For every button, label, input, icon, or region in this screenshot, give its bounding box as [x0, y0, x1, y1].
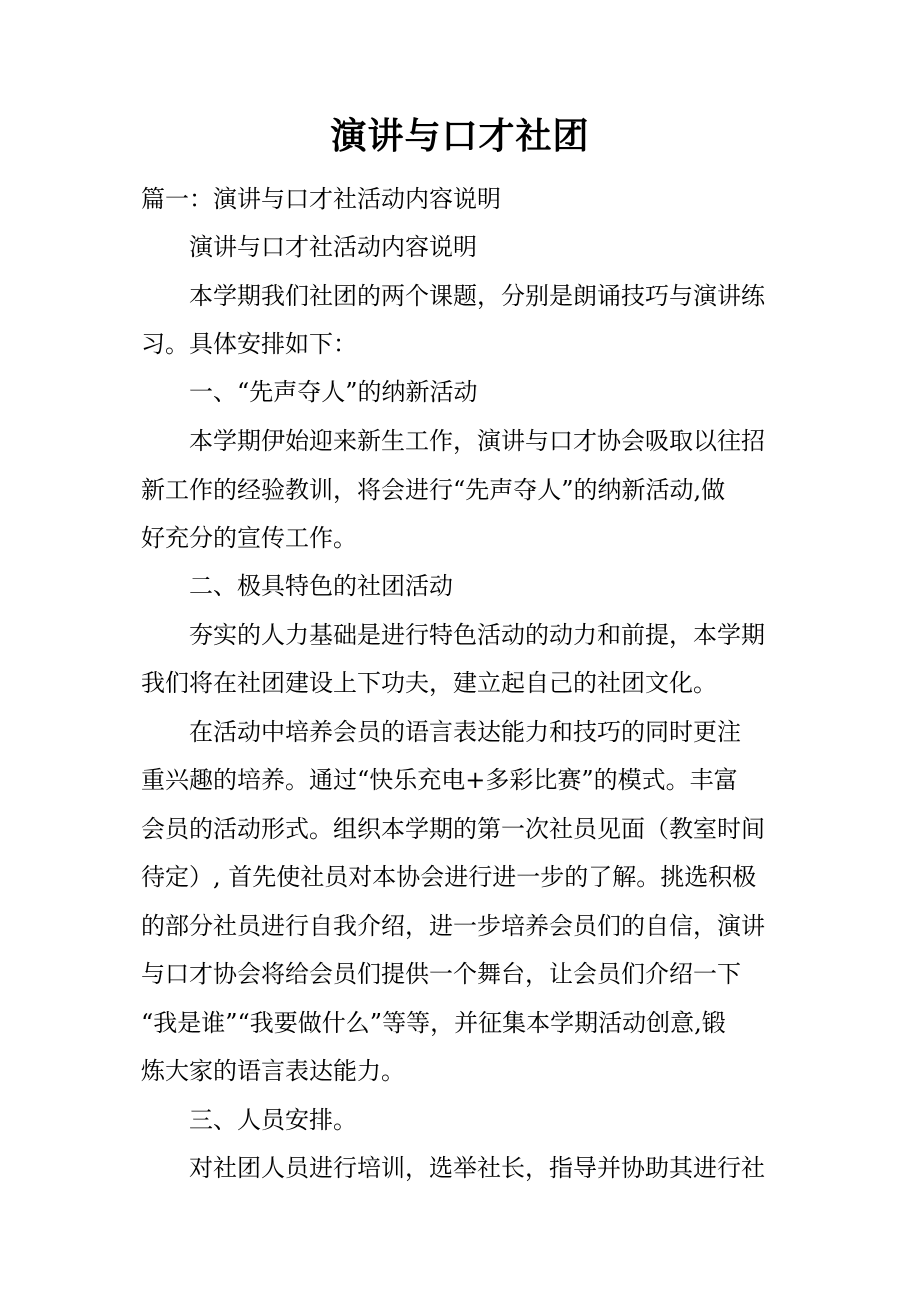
- item-heading: 二、极具特色的社团活动: [189, 572, 453, 600]
- item-heading: 一、“先声夺人”的纳新活动: [189, 378, 478, 406]
- paragraph-line: 会员的活动形式。组织本学期的第一次社员见面（教室时间: [141, 815, 765, 843]
- paragraph-line: 本学期我们社团的两个课题，分别是朗诵技巧与演讲练: [189, 282, 765, 310]
- paragraph-line: “我是谁”“我要做什么”等等，并征集本学期活动创意,锻: [141, 1009, 726, 1037]
- paragraph-line: 我们将在社团建设上下功夫，建立起自己的社团文化。: [141, 669, 717, 697]
- subtitle-line: 演讲与口才社活动内容说明: [189, 233, 477, 261]
- paragraph-line: 夯实的人力基础是进行特色活动的动力和前提，本学期: [189, 621, 765, 649]
- paragraph-line: 的部分社员进行自我介绍，进一步培养会员们的自信，演讲: [141, 912, 765, 940]
- paragraph-line: 新工作的经验教训，将会进行“先声夺人”的纳新活动,做: [141, 476, 726, 504]
- paragraph-line: 好充分的宣传工作。: [141, 524, 357, 552]
- item-heading: 三、人员安排。: [189, 1106, 357, 1134]
- paragraph-line: 重兴趣的培养。通过“快乐充电+多彩比赛”的模式。丰富: [141, 766, 738, 794]
- paragraph-line: 本学期伊始迎来新生工作，演讲与口才协会吸取以往招: [189, 427, 765, 455]
- paragraph-line: 待定）, 首先使社员对本协会进行进一步的了解。挑选积极: [141, 863, 757, 891]
- document-title: 演讲与口才社团: [330, 115, 590, 157]
- section-heading: 篇一：演讲与口才社活动内容说明: [141, 185, 501, 213]
- paragraph-line: 习。具体安排如下：: [141, 330, 357, 358]
- paragraph-line: 在活动中培养会员的语言表达能力和技巧的同时更注: [189, 718, 741, 746]
- paragraph-line: 对社团人员进行培训，选举社长，指导并协助其进行社: [189, 1154, 765, 1182]
- paragraph-line: 与口才协会将给会员们提供一个舞台，让会员们介绍一下: [141, 960, 741, 988]
- paragraph-line: 炼大家的语言表达能力。: [141, 1057, 405, 1085]
